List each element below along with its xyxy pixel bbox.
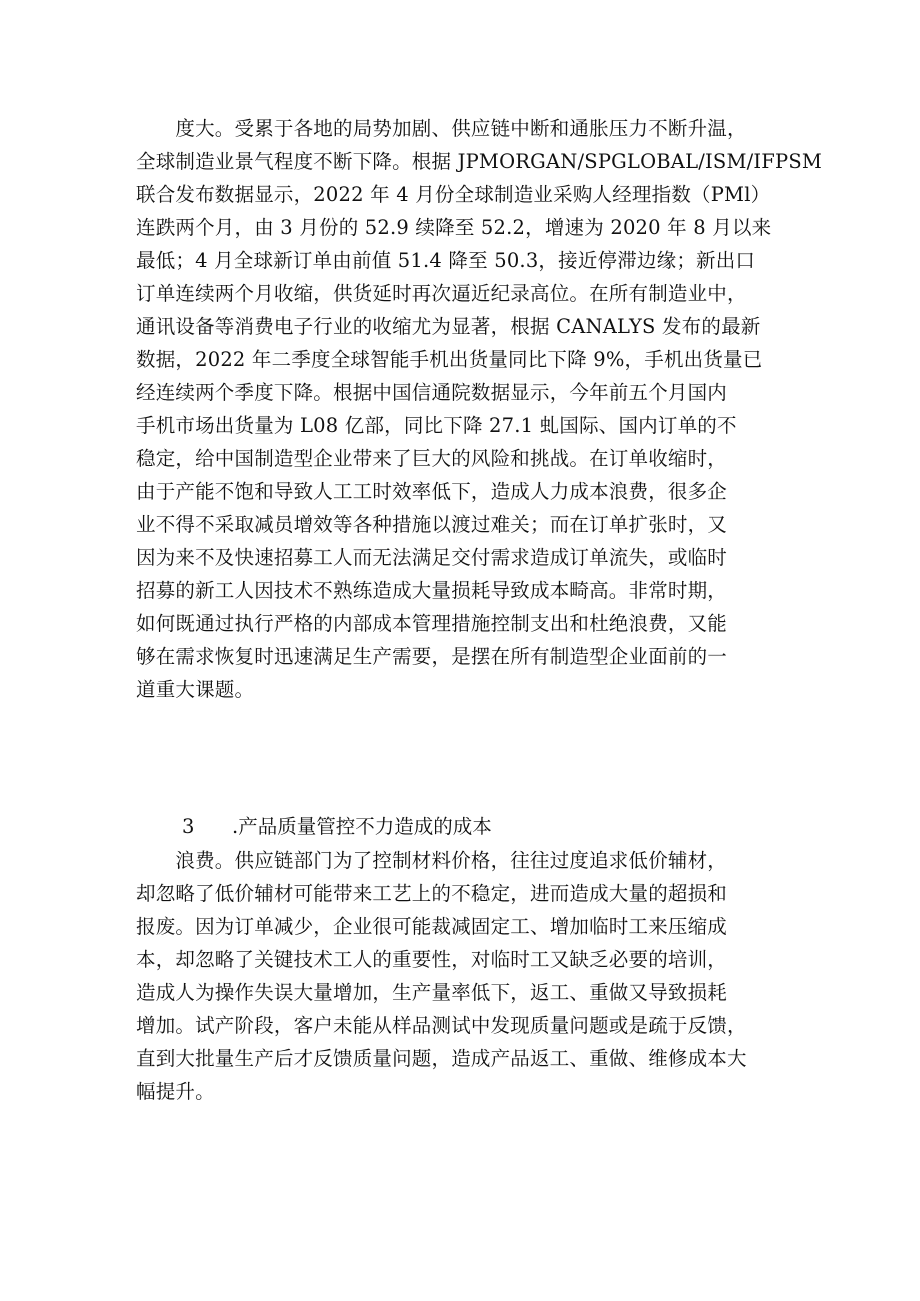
section-title: .产品质量管控不力造成的成本 (232, 815, 492, 838)
text-line: 业不得不采取减员增效等各种措施以渡过难关；而在订单扩张时，又 (136, 513, 728, 536)
text-line: 订单连续两个月收缩，供货延时再次逼近纪录高位。在所有制造业中， (136, 282, 747, 305)
text-line: 造成人为操作失误大量增加，生产量率低下，返工、重做又导致损耗 (136, 981, 728, 1004)
text-line: 够在需求恢复时迅速满足生产需要，是摆在所有制造型企业面前的一 (136, 645, 728, 668)
text-line: 经连续两个季度下降。根据中国信通院数据显示，今年前五个月国内 (136, 381, 728, 404)
text-line: 最低；4 月全球新订单由前值 51.4 降至 50.3，接近停滞边缘；新出口 (136, 249, 756, 272)
text-line: 报废。因为订单减少，企业很可能裁减固定工、增加临时工来压缩成 (136, 915, 728, 938)
paragraph-cost-orders (136, 112, 823, 706)
text-line: 本，却忽略了关键技术工人的重要性，对临时工又缺乏必要的培训， (136, 948, 728, 971)
text-line: 由于产能不饱和导致人工工时效率低下，造成人力成本浪费，很多企 (136, 480, 728, 503)
text-line: 稳定，给中国制造型企业带来了巨大的风险和挑战。在订单收缩时， (136, 447, 728, 470)
text-line: 联合发布数据显示，2022 年 4 月份全球制造业采购人经理指数（PMl） (136, 183, 771, 206)
section-number: 3 (182, 815, 195, 838)
text-line: 道重大课题。 (136, 678, 255, 701)
text-line: 幅提升。 (136, 1080, 215, 1103)
text-line: 直到大批量生产后才反馈质量问题，造成产品返工、重做、维修成本大 (136, 1047, 747, 1070)
paragraph-quality-cost (136, 844, 806, 1108)
text-line: 手机市场出货量为 L08 亿部，同比下降 27.1 虬国际、国内订单的不 (136, 414, 737, 437)
text-line: 浪费。供应链部门为了控制材料价格，往往过度追求低价辅材， (136, 849, 728, 872)
text-line: 如何既通过执行严格的内部成本管理措施控制支出和杜绝浪费，又能 (136, 612, 728, 635)
text-line: 数据，2022 年二季度全球智能手机出货量同比下降 9%，手机出货量已 (136, 348, 763, 371)
text-line: 增加。试产阶段，客户未能从样品测试中发现质量问题或是疏于反馈， (136, 1014, 747, 1037)
text-line: 招募的新工人因技术不熟练造成大量损耗导致成本畸高。非常时期， (136, 579, 728, 602)
text-line: 度大。受累于各地的局势加剧、供应链中断和通胀压力不断升温， (136, 117, 747, 140)
text-line: 全球制造业景气程度不断下降。根据 JPMORGAN/SPGLOBAL/ISM/IFPSM (136, 150, 823, 173)
text-line: 却忽略了低价辅材可能带来工艺上的不稳定，进而造成大量的超损和 (136, 882, 728, 905)
section-heading (182, 810, 492, 843)
text-line: 因为来不及快速招募工人而无法满足交付需求造成订单流失，或临时 (136, 546, 728, 569)
text-line: 通讯设备等消费电子行业的收缩尤为显著，根据 CANALYS 发布的最新 (136, 315, 761, 338)
text-line: 连跌两个月，由 3 月份的 52.9 续降至 52.2，增速为 2020 年 8 月以来 (136, 216, 772, 239)
